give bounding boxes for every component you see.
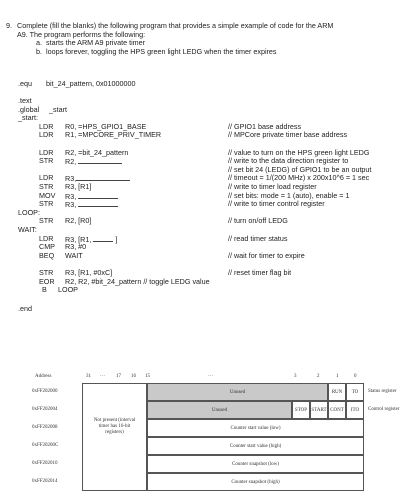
- fill-blank-input[interactable]: [78, 200, 118, 207]
- counter-snapshot-high: Counter snapshot (high): [147, 473, 364, 491]
- question-intro-line1: Complete (fill the blanks) the following program that provides a simple example of code for the ARM: [17, 21, 334, 30]
- code-comment: // GPIO1 base address: [228, 121, 302, 131]
- fill-blank-input[interactable]: [93, 235, 113, 242]
- bit-label: 2: [317, 374, 320, 379]
- counter-start-high: Counter start value (high): [147, 437, 364, 455]
- global-args: _start: [49, 104, 67, 114]
- code-comment: // set bit 24 (LEDG) of GPIO1 to be an output: [228, 164, 372, 174]
- code-args: R2, [R0]: [65, 216, 92, 226]
- code-args: R3, [R1]: [65, 182, 92, 191]
- code-op: B: [42, 285, 47, 295]
- code-op: STR: [39, 182, 54, 191]
- code-args-with-blank: R3,: [65, 192, 118, 202]
- fill-blank-input[interactable]: [76, 174, 130, 181]
- code-op: LDR: [39, 121, 54, 131]
- stop-bit: STOP: [292, 401, 310, 419]
- register-address: 0xFF20200C: [32, 443, 59, 448]
- code-args: R2, =bit_24_pattern: [65, 147, 129, 157]
- equ-args: bit_24_pattern, 0x01000000: [46, 79, 136, 88]
- code-args-with-blank: R2,: [65, 157, 122, 167]
- fill-blank-input[interactable]: [78, 157, 122, 164]
- bit-label: ···: [100, 374, 105, 379]
- code-args: LOOP: [58, 285, 78, 295]
- control-register-label: Control register: [368, 407, 400, 412]
- code-op: LDR: [39, 173, 54, 183]
- code-op: STR: [39, 199, 54, 209]
- end-directive: .end: [18, 304, 32, 313]
- item-text: loops forever, toggling the HPS green light LEDG when the timer expires: [46, 46, 277, 56]
- code-comment: // write to the data direction register to: [228, 156, 349, 166]
- code-comment: // read timer status: [228, 233, 288, 243]
- code-args-with-blank: R3,: [65, 174, 130, 184]
- bit-label: 17: [116, 374, 121, 379]
- ito-bit: ITO: [346, 401, 364, 419]
- cont-bit: CONT: [328, 401, 346, 419]
- counter-snapshot-low: Counter snapshot (low): [147, 455, 364, 473]
- register-address: 0xFF202004: [32, 407, 58, 412]
- bit-label: 0: [354, 374, 357, 379]
- status-register-label: Status register: [368, 389, 397, 394]
- code-comment: // MPCore private timer base address: [228, 130, 348, 140]
- code-op: STR: [39, 216, 54, 226]
- code-op: LDR: [39, 130, 54, 140]
- unused-field: Unused: [147, 383, 328, 401]
- code-op: STR: [39, 268, 54, 277]
- bit-label: 16: [131, 374, 136, 379]
- code-op: EOR: [39, 276, 55, 286]
- register-address: 0xFF202008: [32, 425, 58, 430]
- start-label: _start:: [18, 113, 38, 123]
- code-comment: // turn on/off LEDG: [228, 216, 288, 226]
- bit-label: 3: [294, 374, 297, 379]
- code-op: LDR: [39, 147, 54, 157]
- text-directive: .text: [18, 96, 32, 105]
- code-comment: // set bits: mode = 1 (auto), enable = 1: [228, 190, 350, 200]
- code-op: STR: [39, 156, 54, 166]
- not-present-label: Not present (interval timer has 16-bit registers): [93, 418, 136, 435]
- code-args: R0, =HPS_GPIO1_BASE: [65, 121, 147, 131]
- code-op: BEQ: [39, 250, 55, 260]
- not-present-cell: [82, 383, 147, 491]
- unused-field: Unused: [147, 401, 292, 419]
- bit-label: 31: [86, 374, 91, 379]
- register-address: 0xFF202014: [32, 479, 58, 484]
- item-label: b.: [36, 46, 42, 56]
- wait-label: WAIT:: [18, 225, 37, 234]
- bit-label: 15: [145, 374, 150, 379]
- global-directive: .global: [18, 104, 40, 114]
- question-item-b: [36, 48, 404, 57]
- code-comment: // timeout = 1/(200 MHz) x 200x10^6 = 1 sec: [228, 173, 370, 183]
- code-args: R2, R2, #bit_24_pattern // toggle LEDG value: [65, 276, 210, 286]
- question-intro-line2: A9. The program performs the following:: [17, 29, 146, 39]
- question-number: 9.: [6, 21, 12, 30]
- question-block: [6, 22, 404, 56]
- equ-directive: .equ: [18, 79, 32, 88]
- code-op: LDR: [39, 233, 54, 243]
- code-args-with-blank: R3, [R1, ]: [65, 234, 118, 244]
- register-address: 0xFF202000: [32, 389, 58, 394]
- code-comment: // value to turn on the HPS green light LEDG: [228, 147, 370, 157]
- register-address: 0xFF202010: [32, 461, 58, 466]
- code-comment: // reset timer flag bit: [228, 268, 292, 277]
- run-bit: RUN: [328, 383, 346, 401]
- start-bit: START: [310, 401, 328, 419]
- code-op: CMP: [39, 242, 55, 252]
- code-args: R1, =MPCORE_PRIV_TIMER: [65, 130, 162, 140]
- code-op: MOV: [39, 190, 56, 200]
- bit-label: ···: [208, 374, 213, 379]
- bit-label: 1: [336, 374, 339, 379]
- item-label: a.: [36, 38, 42, 48]
- fill-blank-input[interactable]: [78, 192, 118, 199]
- code-comment: // wait for timer to expire: [228, 250, 305, 260]
- code-args: R3, #0: [65, 242, 87, 252]
- loop-label: LOOP:: [18, 207, 40, 217]
- code-args: WAIT: [65, 250, 83, 260]
- item-text: starts the ARM A9 private timer: [46, 38, 146, 48]
- counter-start-low: Counter start value (low): [147, 419, 364, 437]
- address-header: Address: [35, 374, 52, 379]
- code-comment: // write to timer control register: [228, 199, 325, 209]
- code-args-with-blank: R3,: [65, 200, 118, 210]
- to-bit: TO: [346, 383, 364, 401]
- code-args: R3, [R1, #0xC]: [65, 268, 113, 277]
- code-comment: // write to timer load register: [228, 182, 317, 191]
